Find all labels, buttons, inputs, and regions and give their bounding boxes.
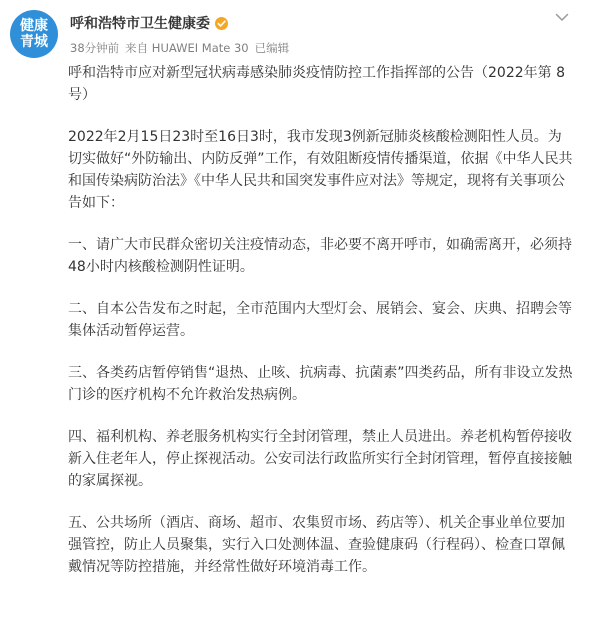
chevron-down-icon[interactable] [554, 9, 570, 25]
post-paragraph-3: 三、各类药店暂停销售“退热、止咳、抗病毒、抗菌素”四类药品，所有非设立发热门诊的医疗机构不允许救治发热病例。 [68, 365, 573, 403]
edited-label[interactable]: 已编辑 [254, 41, 290, 55]
verified-badge-icon [215, 17, 228, 30]
avatar[interactable] [10, 10, 58, 58]
account-name[interactable]: 呼和浩特市卫生健康委 [70, 16, 210, 32]
post-time[interactable]: 38分钟前 [70, 41, 120, 55]
post-paragraph-intro: 2022年2月15日23时至16日3时，我市发现3例新冠肺炎核酸检测阳性人员。为切实做好“外防输出、内防反弹”工作，有效阻断疫情传播渠道，依据《中华人民共和国传染病防治法》《中华人民共和国突发事件应对法》等规定，现将有关事项公告如下： [68, 129, 573, 211]
post-content [68, 62, 574, 598]
post-source: 来自 HUAWEI Mate 30 [125, 41, 249, 55]
avatar-text-top: 健康 [20, 18, 48, 34]
avatar-text-bottom: 青城 [20, 34, 48, 50]
post-title: 呼和浩特市应对新型冠状病毒感染肺炎疫情防控工作指挥部的公告（2022年第 8 号） [68, 65, 565, 103]
post-paragraph-5: 五、公共场所（酒店、商场、超市、农集贸市场、药店等）、机关企事业单位要加强管控，防止人员聚集，实行入口处测体温、查验健康码（行程码）、检查口罩佩戴情况等防控措施，并经常性做好环境消毒工作。 [68, 515, 565, 575]
post-paragraph-4: 四、福利机构、养老服务机构实行全封闭管理，禁止人员进出。养老机构暂停接收新入住老年人，停止探视活动。公安司法行政监所实行全封闭管理，暂停直接接触的家属探视。 [68, 429, 572, 489]
post-paragraph-2: 二、自本公告发布之时起，全市范围内大型灯会、展销会、宴会、庆典、招聘会等集体活动暂停运营。 [68, 301, 572, 339]
account-name-row [70, 13, 228, 33]
post-meta [70, 40, 289, 56]
post-paragraph-1: 一、请广大市民群众密切关注疫情动态，非必要不离开呼市，如确需离开，必须持48小时内核酸检测阴性证明。 [68, 237, 572, 275]
